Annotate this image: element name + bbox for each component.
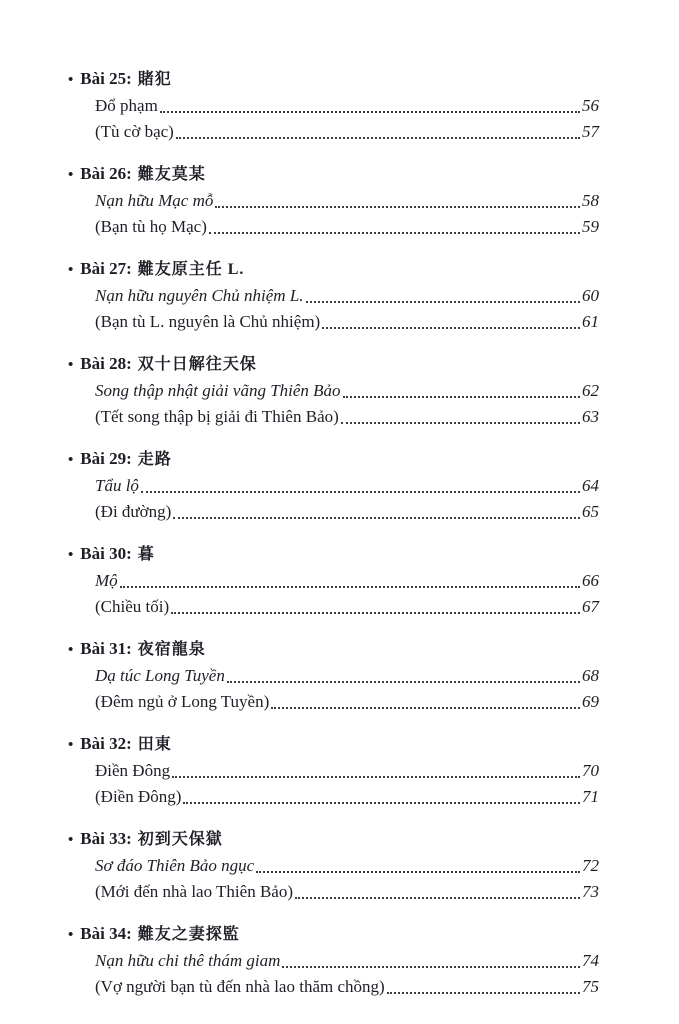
toc-entry-chinese: 難友莫某	[137, 166, 206, 183]
toc-line	[95, 283, 599, 309]
page-number: 59	[582, 217, 599, 236]
toc-entry-chinese: 初到天保獄	[137, 831, 223, 848]
toc-line	[95, 784, 599, 810]
toc-line	[95, 499, 599, 525]
toc-entry-heading	[68, 731, 599, 758]
page-number: 56	[582, 96, 599, 115]
toc-entry-label: Bài 26:	[80, 164, 132, 183]
bullet-icon: •	[68, 832, 74, 848]
toc-line	[95, 188, 599, 214]
toc-entry-heading	[68, 256, 599, 283]
toc-entry-heading	[68, 541, 599, 568]
toc-entry-chinese: 賭犯	[137, 71, 172, 88]
bullet-icon: •	[68, 262, 74, 278]
toc-line-text: Nạn hữu Mạc mỗ	[95, 191, 214, 210]
toc-line	[95, 214, 599, 240]
toc-line-text: (Bạn tù L. nguyên là Chủ nhiệm)	[95, 312, 321, 331]
toc-line	[95, 974, 599, 1000]
toc-entry-chinese: 夜宿龍泉	[137, 641, 206, 658]
toc-line-text: Tẩu lộ	[95, 476, 139, 495]
page-number: 64	[582, 476, 599, 495]
toc-entry-chinese: 走路	[137, 451, 172, 468]
toc-line-text: Nạn hữu nguyên Chủ nhiệm L.	[95, 286, 304, 305]
toc-entry-heading	[68, 921, 599, 948]
dot-leader	[256, 871, 580, 873]
page-number: 71	[582, 787, 599, 806]
dot-leader	[183, 802, 580, 804]
dot-leader	[215, 206, 580, 208]
toc-line	[95, 948, 599, 974]
toc-line-text: (Bạn tù họ Mạc)	[95, 217, 207, 236]
bullet-icon: •	[68, 927, 74, 943]
bullet-icon: •	[68, 547, 74, 563]
toc-line-text: (Điền Đông)	[95, 787, 182, 806]
toc-entry	[68, 446, 599, 525]
toc-entry	[68, 256, 599, 335]
dot-leader	[343, 396, 580, 398]
toc-entry-label: Bài 29:	[80, 449, 132, 468]
toc-entry-label: Bài 31:	[80, 639, 132, 658]
toc-line	[95, 568, 599, 594]
toc-entry-heading	[68, 66, 599, 93]
toc-line-text: Dạ túc Long Tuyền	[95, 666, 225, 685]
bullet-icon: •	[68, 357, 74, 373]
toc-line-text: Sơ đáo Thiên Bảo ngục	[95, 856, 255, 875]
toc-line-text: Mộ	[95, 571, 118, 590]
toc-entry-heading	[68, 351, 599, 378]
toc-line-text: Đổ phạm	[95, 96, 158, 115]
toc-entry	[68, 636, 599, 715]
page-number: 68	[582, 666, 599, 685]
toc-entry	[68, 826, 599, 905]
toc-line	[95, 473, 599, 499]
toc-line	[95, 758, 599, 784]
toc-entry-heading	[68, 636, 599, 663]
toc-entry	[68, 161, 599, 240]
toc-entry-chinese: 田東	[137, 736, 172, 753]
toc-line	[95, 404, 599, 430]
dot-leader	[306, 301, 580, 303]
toc-line-text: Song thập nhật giải vãng Thiên Bảo	[95, 381, 341, 400]
dot-leader	[160, 111, 580, 113]
toc-line-text: (Mới đến nhà lao Thiên Bảo)	[95, 882, 293, 901]
dot-leader	[209, 232, 580, 234]
bullet-icon: •	[68, 642, 74, 658]
toc-line	[95, 689, 599, 715]
toc-line-text: (Đêm ngủ ở Long Tuyền)	[95, 692, 270, 711]
toc-entry-label: Bài 27:	[80, 259, 132, 278]
page-number: 73	[582, 882, 599, 901]
toc-entry-heading	[68, 161, 599, 188]
toc-line	[95, 378, 599, 404]
toc-entry-label: Bài 34:	[80, 924, 132, 943]
page-number: 58	[582, 191, 599, 210]
toc-list	[68, 66, 599, 1000]
toc-entry-chinese: 暮	[137, 546, 155, 563]
toc-line	[95, 853, 599, 879]
dot-leader	[282, 966, 580, 968]
toc-entry-label: Bài 32:	[80, 734, 132, 753]
dot-leader	[387, 992, 580, 994]
bullet-icon: •	[68, 72, 74, 88]
page-number: 57	[582, 122, 599, 141]
toc-entry-chinese: 難友原主任 L.	[137, 261, 245, 278]
page-number: 74	[582, 951, 599, 970]
dot-leader	[295, 897, 580, 899]
toc-line-text: Điền Đông	[95, 761, 171, 780]
toc-entry	[68, 921, 599, 1000]
toc-line-text: Nạn hữu chi thê thám giam	[95, 951, 281, 970]
toc-line	[95, 594, 599, 620]
bullet-icon: •	[68, 452, 74, 468]
dot-leader	[141, 491, 580, 493]
toc-line-text: (Vợ người bạn tù đến nhà lao thăm chồng)	[95, 977, 385, 996]
toc-entry-label: Bài 33:	[80, 829, 132, 848]
page-number: 70	[582, 761, 599, 780]
toc-entry	[68, 731, 599, 810]
toc-line	[95, 309, 599, 335]
dot-leader	[173, 517, 580, 519]
dot-leader	[271, 707, 580, 709]
page-number: 72	[582, 856, 599, 875]
dot-leader	[171, 612, 580, 614]
bullet-icon: •	[68, 167, 74, 183]
bullet-icon: •	[68, 737, 74, 753]
toc-entry-label: Bài 30:	[80, 544, 132, 563]
toc-entry	[68, 66, 599, 145]
dot-leader	[176, 137, 580, 139]
dot-leader	[322, 327, 580, 329]
page-number: 62	[582, 381, 599, 400]
page-number: 65	[582, 502, 599, 521]
page-number: 69	[582, 692, 599, 711]
page-number: 60	[582, 286, 599, 305]
toc-entry-heading	[68, 446, 599, 473]
toc-entry-chinese: 難友之妻探監	[137, 926, 240, 943]
toc-line-text: (Chiều tối)	[95, 597, 170, 616]
toc-line-text: (Đi đường)	[95, 502, 172, 521]
dot-leader	[120, 586, 580, 588]
page-number: 67	[582, 597, 599, 616]
dot-leader	[341, 422, 580, 424]
page-number: 66	[582, 571, 599, 590]
toc-entry	[68, 351, 599, 430]
toc-line	[95, 879, 599, 905]
toc-entry-label: Bài 25:	[80, 69, 132, 88]
toc-line-text: (Tết song thập bị giải đi Thiên Bảo)	[95, 407, 339, 426]
toc-entry-chinese: 双十日解往天保	[137, 356, 257, 373]
toc-line	[95, 119, 599, 145]
page-number: 75	[582, 977, 599, 996]
dot-leader	[227, 681, 580, 683]
toc-line	[95, 93, 599, 119]
toc-entry-heading	[68, 826, 599, 853]
toc-entry	[68, 541, 599, 620]
toc-line-text: (Tù cờ bạc)	[95, 122, 174, 141]
toc-line	[95, 663, 599, 689]
toc-entry-label: Bài 28:	[80, 354, 132, 373]
page-number: 61	[582, 312, 599, 331]
dot-leader	[172, 776, 580, 778]
page-number: 63	[582, 407, 599, 426]
